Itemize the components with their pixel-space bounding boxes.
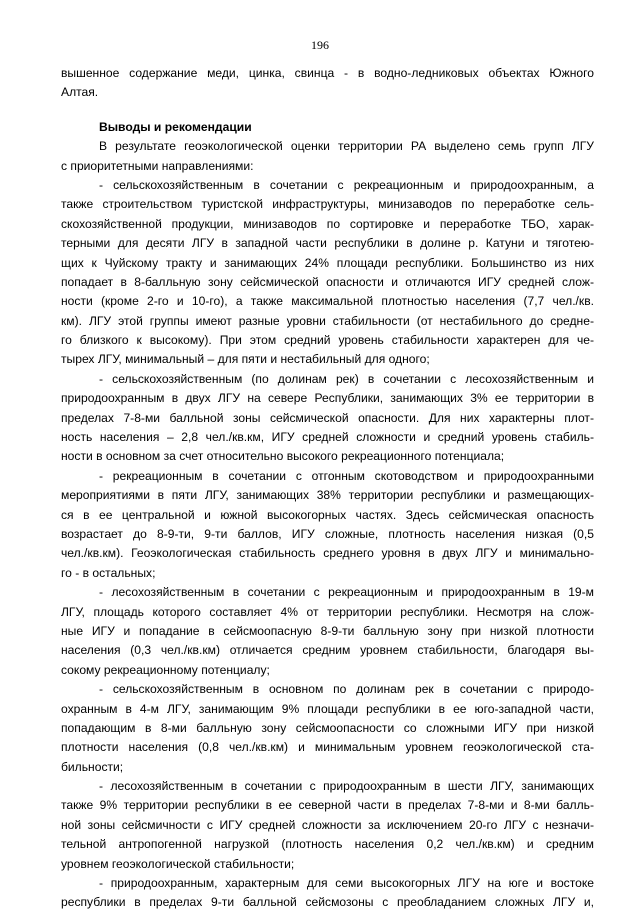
text-line: - сельскохозяйственным в основном по долинам рек в сочетании с природо- (99, 682, 594, 697)
text-line: - лесохозяйственным в сочетании с природоохранным в шести ЛГУ, занимающих (99, 779, 594, 794)
text-line: терными для десяти ЛГУ в западной части республики в долине р. Катуни и тяготею- (61, 236, 594, 251)
text-line: возрастает до 8-9-ти, 9-ти баллов, ИГУ сложные, плотность населения низкая (0,5 (61, 526, 594, 541)
text-line: щих к Чуйскому тракту и занимающих 24% площади республики. Большинство из них (61, 255, 594, 270)
text-line: пределах 7-8-ми балльной зоны сейсмической опасности. Для них характерны плот- (61, 410, 594, 425)
text-line: вышенное содержание меди, цинка, свинца - в водно-ледниковых объектах Южного (61, 66, 594, 80)
text-line: ности в основном за счет относительно высокого рекреационного потенциала; (61, 449, 505, 464)
text-line: скохозяйственной продукции, минизаводов по сортировке и переработке ТБО, харак- (61, 216, 594, 231)
text-line: населения (0,3 чел./кв.км) отличается средним уровнем стабильности, благодаря вы- (61, 643, 594, 658)
text-line: - лесохозяйственным в сочетании с рекреационным и природоохранным в 19-м (99, 585, 594, 600)
text-line: попадающим в 8-ми балльную зону сейсмоопасности со сложными ИГУ при низкой (61, 720, 594, 735)
text-line: - рекреационным в сочетании с отгонным скотоводством и природоохранными (99, 468, 594, 483)
text-line: уровнем геоэкологической стабильности; (61, 856, 295, 871)
text-line: тельной антропогенной нагрузкой (плотность населения 0,2 чел./кв.км) и средним (61, 837, 594, 852)
text-line: го близкого к высокому). При этом средний уровень стабильности характерен для че- (61, 333, 594, 348)
text-line: чел./кв.км). Геоэкологическая стабильность среднего уровня в двух ЛГУ и минимально- (61, 546, 594, 561)
text-line: охранным в 4-м ЛГУ, занимающим 9% площади республики в ее юго-западной части, (61, 701, 594, 716)
text-line: бильности; (61, 759, 124, 774)
section-heading: Выводы и рекомендации (99, 119, 252, 134)
text-line: ЛГУ, площадь которого составляет 4% от территории республики. Несмотря на слож- (61, 604, 594, 619)
page-number: 196 (311, 38, 329, 52)
text-line: км). ЛГУ этой группы имеют разные уровни стабильности (от нестабильного до средне- (61, 313, 594, 328)
text-line: В результате геоэкологической оценки территории РА выделено семь групп ЛГУ (99, 139, 594, 154)
text-line: ся в ее центральной и южной высокогорных частях. Здесь сейсмическая опасность (61, 507, 594, 522)
text-line: - сельскохозяйственным в сочетании с рекреационным и природоохранным, а (99, 177, 594, 192)
text-line: ные ИГУ и попадание в сейсмоопасную 8-9-ти балльную зону при низкой плотности (61, 623, 594, 638)
text-line: - природоохранным, характерным для семи высокогорных ЛГУ на юге и востоке (99, 876, 594, 891)
text-line: - сельскохозяйственным (по долинам рек) в сочетании с лесохозяйственным и (99, 371, 594, 386)
text-line: Алтая. (61, 85, 99, 100)
body-text (61, 64, 594, 913)
text-line: ности (кроме 2-го и 10-го), а также максимальной плотностью населения (7,7 чел./кв. (61, 294, 594, 309)
text-line: также 9% территории республики в ее северной части в пределах 7-8-ми и 8-ми балль- (61, 798, 594, 813)
text-line: попадает в 8-балльную зону сейсмической опасности и отличаются ИГУ средней слож- (61, 274, 594, 289)
text-line: сокому рекреационному потенциалу; (61, 662, 270, 677)
text-line: ность населения – 2,8 чел./кв.км, ИГУ средней сложности и средний уровень стабиль- (61, 430, 594, 445)
text-line: го - в остальных; (61, 565, 156, 580)
text-line: плотности населения (0,8 чел./кв.км) и минимальным уровнем геоэкологической ста- (61, 740, 594, 755)
text-line: ной зоны сейсмичности с ИГУ средней сложности за исключением 20-го ЛГУ с незначи- (61, 817, 594, 832)
text-line: природоохранным в двух ЛГУ на севере Республики, занимающих 3% ее территории в (61, 391, 594, 406)
text-line: мероприятиями в пяти ЛГУ, занимающих 38% территории республики и размещающих- (61, 488, 594, 503)
text-line: с приоритетными направлениями: (61, 158, 254, 173)
text-line: тырех ЛГУ, минимальный – для пяти и нестабильный для одного; (61, 352, 430, 367)
text-line: республики в пределах 9-ти балльной сейсмозоны с преобладанием сложных ЛГУ и, (61, 895, 594, 910)
text-line: также строительством туристской инфраструктуры, минизаводов по переработке сель- (61, 197, 594, 212)
